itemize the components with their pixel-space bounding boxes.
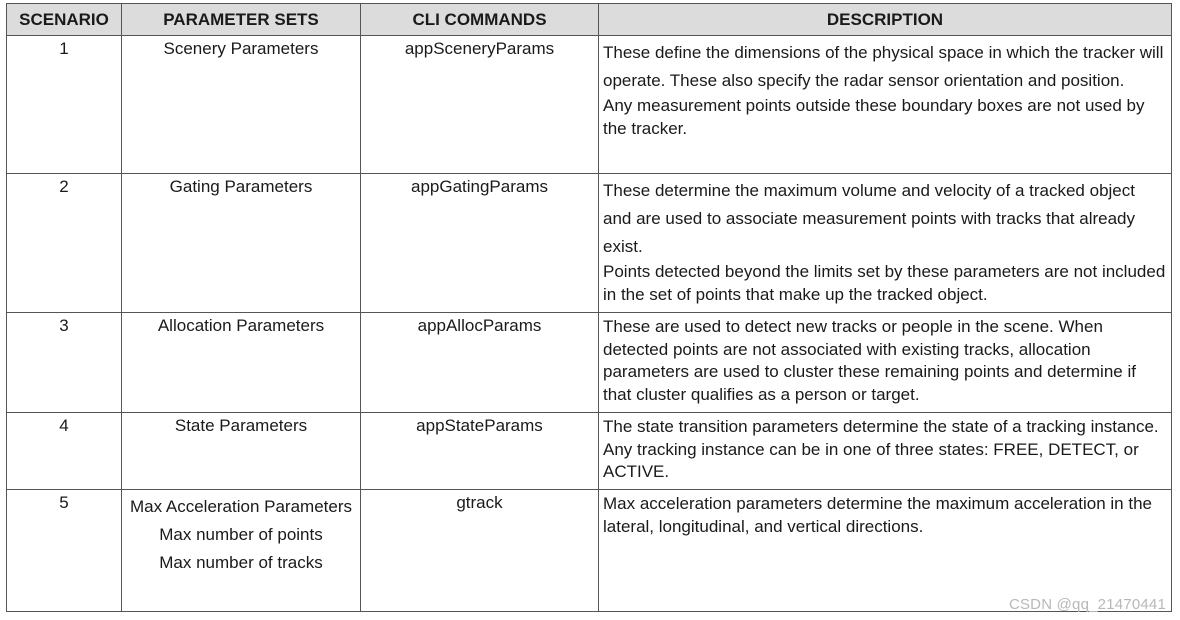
description-paragraph: Max acceleration parameters determine the maximum acceleration in the lateral, longitudinal, and vertical directions.	[603, 494, 1152, 536]
header-description: DESCRIPTION	[599, 4, 1172, 36]
table-header-row	[7, 4, 1172, 36]
scenario-cell	[7, 413, 122, 490]
cli-command: appAllocParams	[417, 316, 542, 335]
description-cell	[599, 313, 1172, 413]
description-cell	[599, 36, 1172, 174]
parameter-set-cell	[122, 413, 361, 490]
cli-command: appSceneryParams	[404, 39, 555, 58]
parameter-set-name: Gating Parameters	[169, 177, 313, 196]
description-paragraph: Points detected beyond the limits set by these parameters are not included in the set of points that make up the tracked object.	[603, 262, 1166, 304]
table-row	[7, 36, 1172, 174]
header-scenario: SCENARIO	[7, 4, 122, 36]
table-row	[7, 174, 1172, 313]
table-row	[7, 313, 1172, 413]
parameter-set-cell	[122, 36, 361, 174]
watermark: CSDN @qq_21470441	[1008, 596, 1166, 613]
cli-command-cell	[361, 36, 599, 174]
scenario-number: 5	[59, 493, 69, 512]
scenario-cell	[7, 174, 122, 313]
parameter-table	[6, 3, 1172, 612]
parameter-set-name: State Parameters	[174, 416, 308, 435]
description-paragraph: These determine the maximum volume and velocity of a tracked object and are used to associate measurement points with tracks that already exist.	[603, 181, 1136, 256]
scenario-number: 4	[59, 416, 69, 435]
scenario-cell	[7, 490, 122, 612]
description-cell	[599, 174, 1172, 313]
cli-command: gtrack	[456, 493, 503, 512]
parameter-set-name: Scenery Parameters	[163, 39, 319, 58]
cli-command-cell	[361, 174, 599, 313]
table-row	[7, 490, 1172, 612]
description-paragraph: These define the dimensions of the physical space in which the tracker will operate. These also specify the radar sensor orientation and position.	[603, 43, 1164, 90]
description-paragraph: The state transition parameters determine the state of a tracking instance. Any tracking instance can be in one of three states: FREE, DETECT, or ACTIVE.	[603, 417, 1159, 481]
description-paragraph: Any measurement points outside these boundary boxes are not used by the tracker.	[603, 96, 1145, 138]
parameter-set-name: Max number of points	[159, 525, 323, 544]
parameter-set-cell	[122, 490, 361, 612]
description-cell	[599, 413, 1172, 490]
parameter-set-name: Max number of tracks	[159, 553, 323, 572]
scenario-number: 3	[59, 316, 69, 335]
cli-command: appStateParams	[416, 416, 543, 435]
scenario-number: 2	[59, 177, 69, 196]
header-parameter-sets: PARAMETER SETS	[122, 4, 361, 36]
scenario-cell	[7, 313, 122, 413]
description-cell	[599, 490, 1172, 612]
scenario-number: 1	[59, 39, 69, 58]
parameter-set-name: Max Acceleration Parameters	[129, 497, 353, 516]
cli-command: appGatingParams	[410, 177, 549, 196]
table-row	[7, 413, 1172, 490]
cli-command-cell	[361, 413, 599, 490]
cli-command-cell	[361, 313, 599, 413]
parameter-set-name: Allocation Parameters	[157, 316, 325, 335]
parameter-set-cell	[122, 174, 361, 313]
header-cli-commands: CLI COMMANDS	[361, 4, 599, 36]
cli-command-cell	[361, 490, 599, 612]
description-paragraph: These are used to detect new tracks or people in the scene. When detected points are not associated with existing tracks, allocation parameters are used to cluster these remaining points and determine if that cluster qualifies as a person or target.	[603, 317, 1136, 404]
parameter-set-cell	[122, 313, 361, 413]
scenario-cell	[7, 36, 122, 174]
